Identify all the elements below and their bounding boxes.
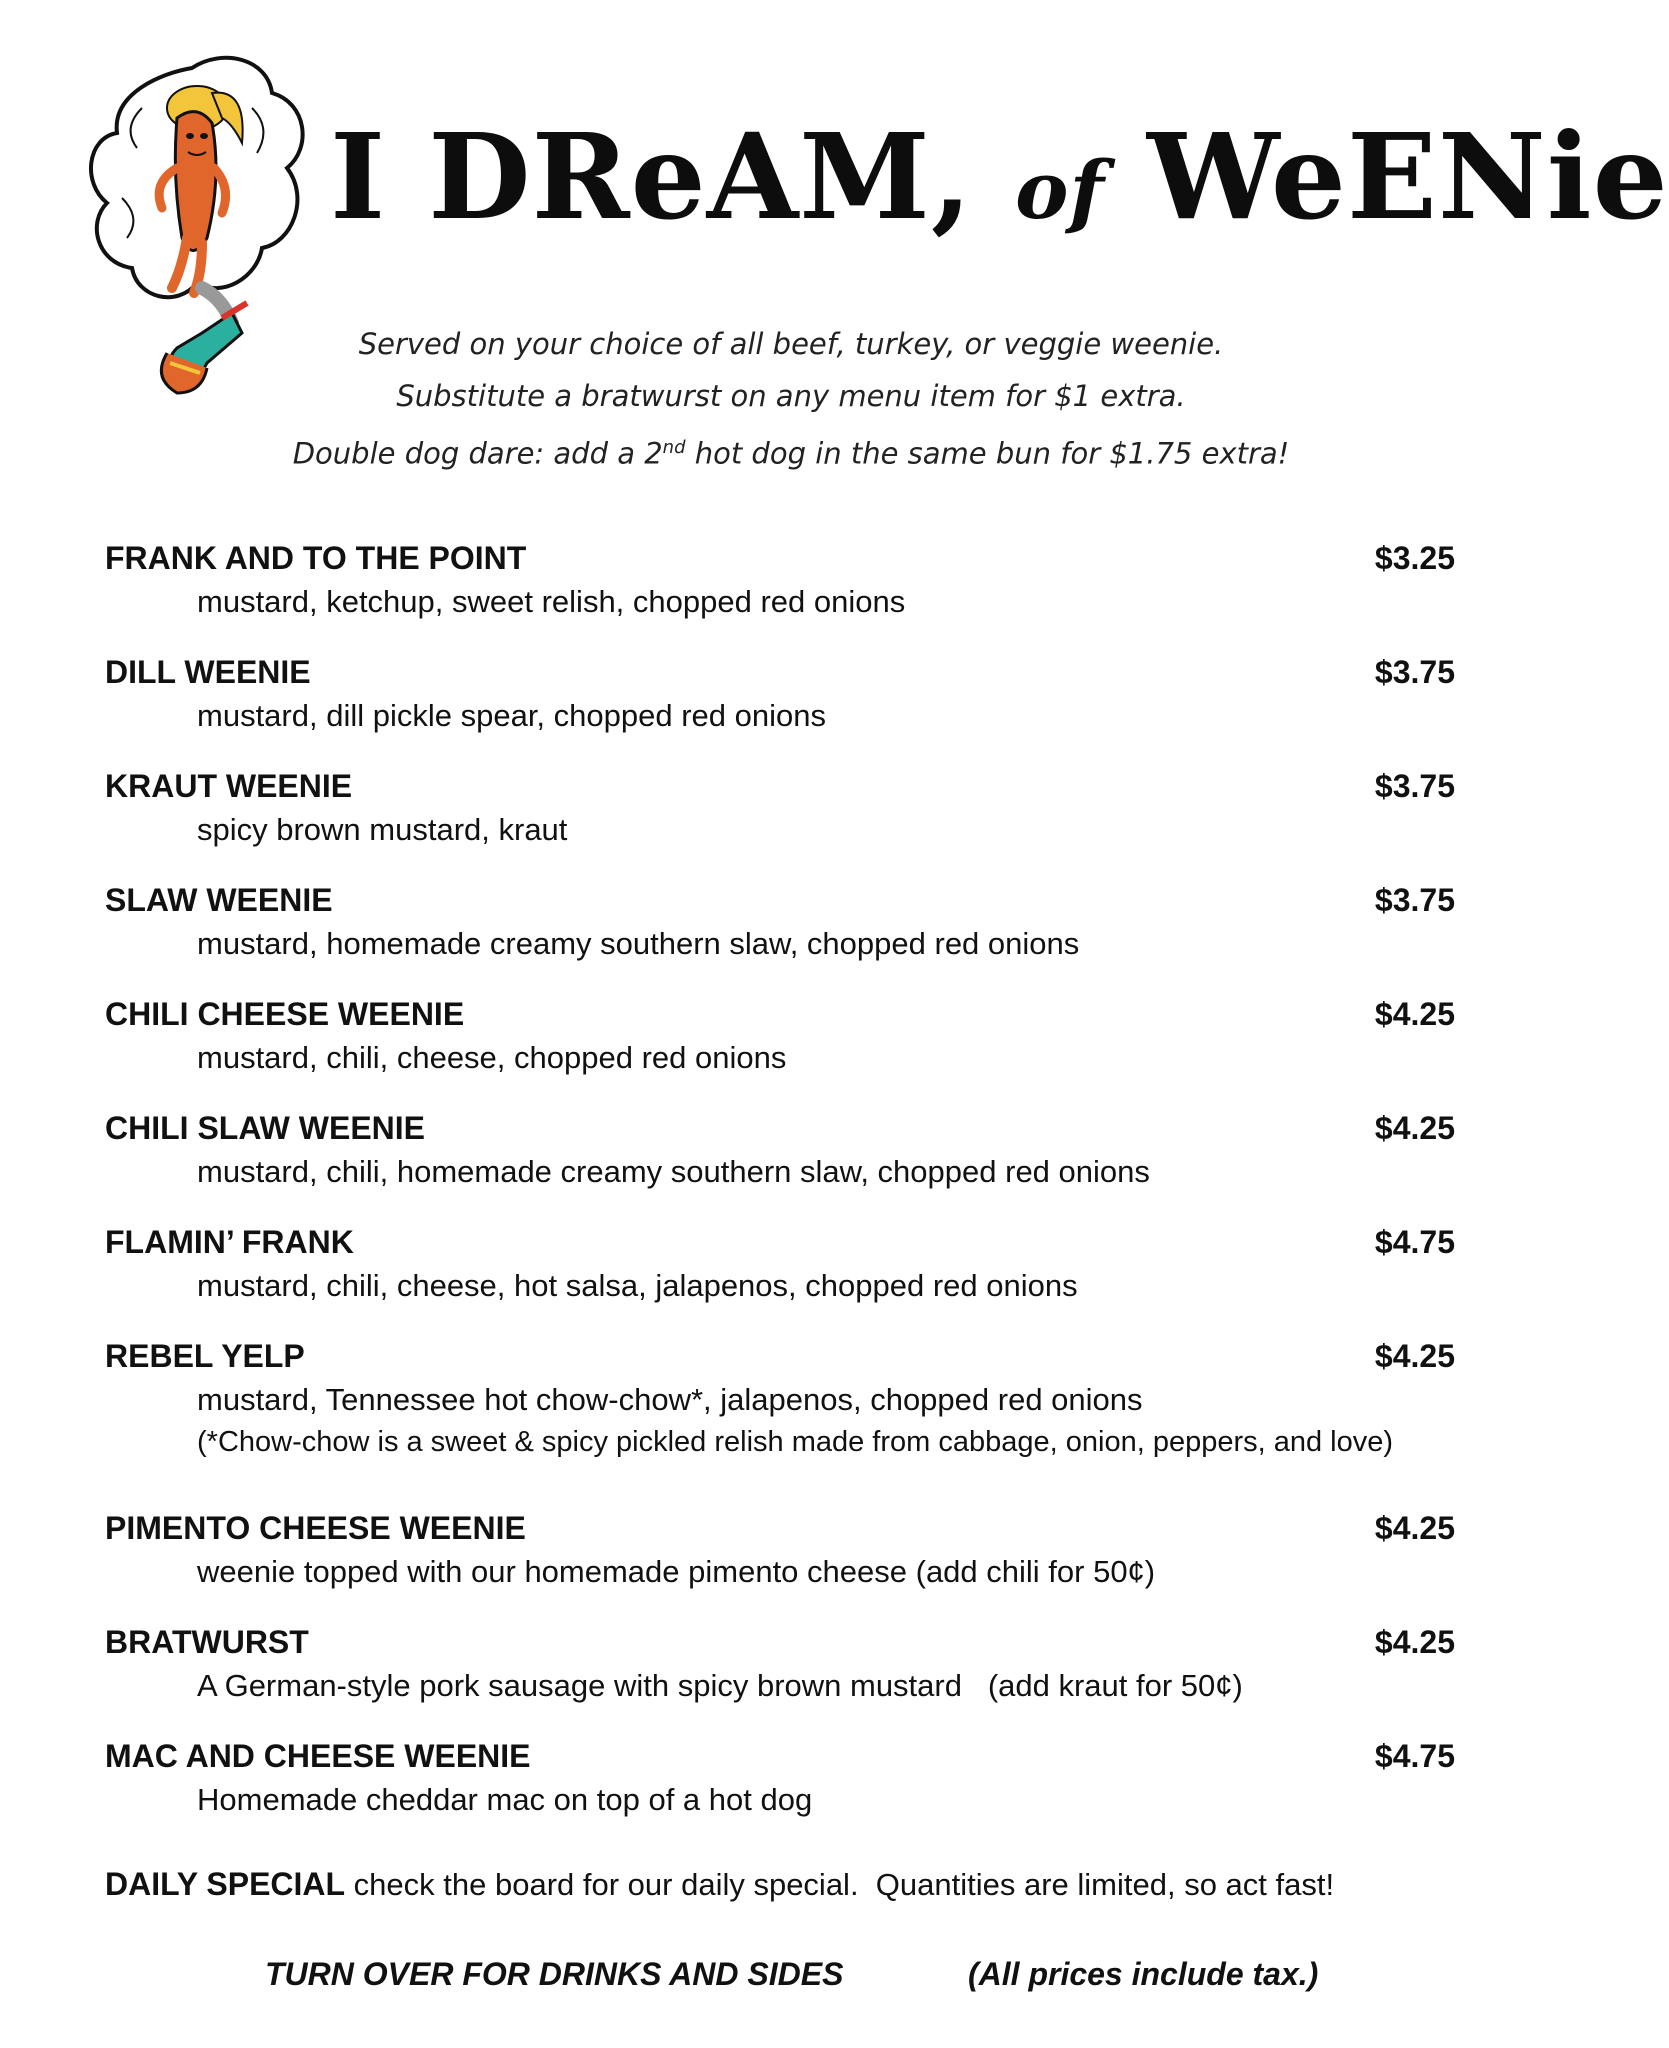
menu-item: [105, 1734, 1455, 1822]
intro-line-3: [0, 422, 1582, 480]
item-description: Homemade cheddar mac on top of a hot dog: [197, 1782, 813, 1817]
item-price: $3.75: [1374, 654, 1455, 690]
intro-line-3-end: hot dog in the same bun for $1.75 extra!: [685, 436, 1290, 471]
item-name: DILL WEENIE: [105, 654, 311, 690]
item-name: MAC AND CHEESE WEENIE: [105, 1738, 531, 1774]
item-price: $4.75: [1374, 1738, 1455, 1774]
item-name: CHILI CHEESE WEENIE: [105, 996, 465, 1032]
item-description: mustard, Tennessee hot chow-chow*, jalapenos, chopped red onions: [197, 1382, 1143, 1417]
item-price: $4.75: [1374, 1224, 1455, 1260]
daily-special-label: DAILY SPECIAL: [105, 1866, 346, 1902]
item-description: spicy brown mustard, kraut: [197, 812, 568, 847]
title-part-1: I DReAM,: [330, 107, 973, 246]
menu-item: [105, 1106, 1455, 1194]
item-description: mustard, chili, homemade creamy southern slaw, chopped red onions: [197, 1154, 1150, 1189]
item-description: weenie topped with our homemade pimento cheese (add chili for 50¢): [197, 1554, 1156, 1589]
item-price: $3.75: [1374, 768, 1455, 804]
item-footnote: (*Chow-chow is a sweet & spicy pickled relish made from cabbage, onion, peppers, and love): [197, 1426, 1394, 1458]
intro-line-2: Substitute a bratwurst on any menu item for $1 extra.: [396, 379, 1186, 413]
item-price: $4.25: [1374, 1110, 1455, 1146]
intro-line-3-start: Double dog dare: add a 2: [292, 436, 663, 471]
menu-item: [105, 1220, 1455, 1308]
menu-item: [105, 650, 1455, 738]
turn-over-note: TURN OVER FOR DRINKS AND SIDES: [265, 1956, 844, 1992]
menu-item: [105, 878, 1455, 966]
item-name: FLAMIN’ FRANK: [105, 1224, 354, 1260]
intro-text: [0, 318, 1582, 480]
item-name: KRAUT WEENIE: [105, 768, 353, 804]
daily-special: [105, 1866, 1334, 1903]
item-description: mustard, dill pickle spear, chopped red onions: [197, 698, 826, 733]
item-description: mustard, homemade creamy southern slaw, chopped red onions: [197, 926, 1080, 961]
daily-special-text: check the board for our daily special. Quantities are limited, so act fast!: [345, 1867, 1335, 1902]
menu-item: [105, 1334, 1455, 1462]
item-price: $4.25: [1374, 1624, 1455, 1660]
tax-note: (All prices include tax.): [968, 1956, 1319, 1992]
item-price: $3.25: [1374, 540, 1455, 576]
item-description: mustard, chili, cheese, chopped red onions: [197, 1040, 787, 1075]
item-name: PIMENTO CHEESE WEENIE: [105, 1510, 526, 1546]
title-part-2: of: [1015, 143, 1105, 237]
menu-item: [105, 1620, 1455, 1708]
title-part-3: WeENie: [1146, 107, 1669, 246]
item-name: CHILI SLAW WEENIE: [105, 1110, 425, 1146]
item-description: mustard, ketchup, sweet relish, chopped red onions: [197, 584, 906, 619]
item-price: $4.25: [1374, 996, 1455, 1032]
item-price: $4.25: [1374, 1338, 1455, 1374]
menu-list: [105, 536, 1455, 1848]
item-name: BRATWURST: [105, 1624, 309, 1660]
item-description: mustard, chili, cheese, hot salsa, jalapenos, chopped red onions: [197, 1268, 1078, 1303]
item-price: $3.75: [1374, 882, 1455, 918]
item-name: SLAW WEENIE: [105, 882, 333, 918]
menu-item: [105, 1506, 1455, 1594]
item-price: $4.25: [1374, 1510, 1455, 1546]
menu-item: [105, 536, 1455, 624]
item-name: REBEL YELP: [105, 1338, 305, 1374]
intro-line-1: Served on your choice of all beef, turkey, or veggie weenie.: [358, 327, 1224, 361]
menu-item: [105, 992, 1455, 1080]
intro-line-3-superscript: nd: [662, 437, 686, 458]
item-description: A German-style pork sausage with spicy brown mustard (add kraut for 50¢): [197, 1668, 1243, 1703]
item-name: FRANK AND TO THE POINT: [105, 540, 527, 576]
menu-item: [105, 764, 1455, 852]
restaurant-title: [330, 107, 1669, 246]
